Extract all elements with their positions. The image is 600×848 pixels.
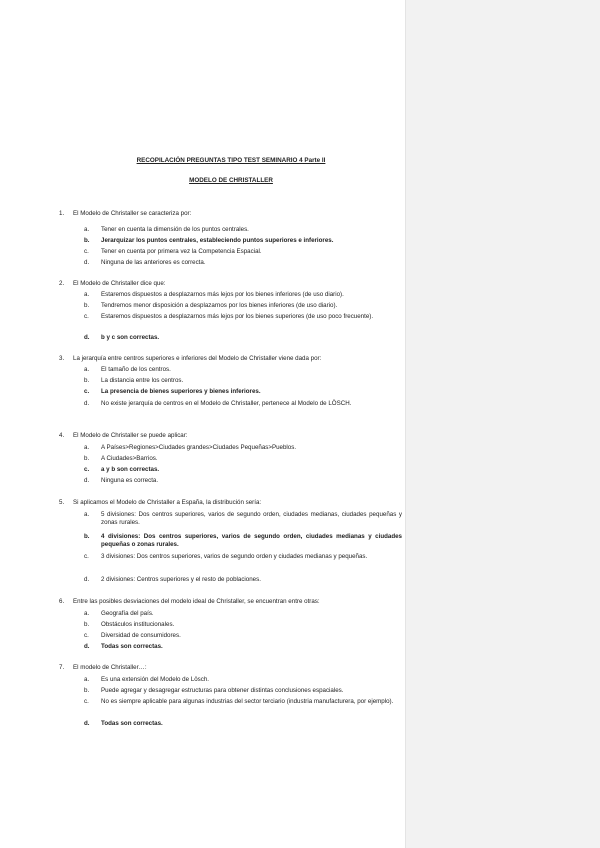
option-letter: b. <box>84 533 90 540</box>
option-letter: d. <box>84 720 90 727</box>
question-text: Entre las posibles desviaciones del modelo ideal de Christaller, se encuentran entre otras: <box>73 598 320 605</box>
option-text: La presencia de bienes superiores y bienes inferiores. <box>101 388 261 395</box>
option-text: b y c son correctas. <box>101 334 160 341</box>
option-letter: a. <box>84 444 90 451</box>
option-letter: d. <box>84 400 90 407</box>
option-letter: c. <box>84 248 89 255</box>
option-text: Todas son correctas. <box>101 643 163 650</box>
comment-margin-divider <box>405 0 406 848</box>
question-number: 5. <box>59 499 65 506</box>
option-letter: b. <box>84 621 90 628</box>
question-text: Si aplicamos el Modelo de Christaller a España, la distribución sería: <box>73 499 262 506</box>
option-text: Obstáculos institucionales. <box>101 621 175 628</box>
option-letter: c. <box>84 698 89 705</box>
option-text: Es una extensión del Modelo de Lösch. <box>101 676 210 683</box>
option-text: 5 divisiones: Dos centros superiores, varios de segundo orden, ciudades medianas, ciudades pequeñas y zonas rurales. <box>101 511 402 527</box>
option-text: 4 divisiones: Dos centros superiores, varios de segundo orden, ciudades medianas y ciudades pequeñas o zonas rurales. <box>101 533 402 549</box>
document-subtitle: MODELO DE CHRISTALLER <box>189 177 273 184</box>
option-letter: b. <box>84 687 90 694</box>
question-number: 6. <box>59 598 65 605</box>
option-text: 2 divisiones: Centros superiores y el resto de poblaciones. <box>101 576 261 583</box>
question-number: 1. <box>59 210 65 217</box>
question-text: La jerarquía entre centros superiores e inferiores del Modelo de Christaller viene dada por: <box>73 355 322 362</box>
option-text: Tendremos menor disposición a desplazarnos por los bienes inferiores (de uso diario). <box>101 302 338 309</box>
option-text: El tamaño de los centros. <box>101 366 171 373</box>
option-letter: b. <box>84 455 90 462</box>
option-letter: d. <box>84 259 90 266</box>
question-text: El Modelo de Christaller se puede aplicar: <box>73 432 188 439</box>
option-text: Ninguna es correcta. <box>101 477 159 484</box>
option-text: No existe jerarquía de centros en el Modelo de Christaller, pertenece al Modelo de LÖSCH. <box>101 400 352 407</box>
option-text: 3 divisiones: Dos centros superiores, varios de segundo orden y ciudades medianas y pequeñas. <box>101 553 368 560</box>
option-text: Tener en cuenta por primera vez la Competencia Espacial. <box>101 248 262 255</box>
option-text: La distancia entre los centros. <box>101 377 184 384</box>
option-letter: c. <box>84 313 89 320</box>
question-number: 4. <box>59 432 65 439</box>
option-letter: c. <box>84 466 90 473</box>
question-number: 2. <box>59 280 65 287</box>
option-text: Ninguna de las anteriores es correcta. <box>101 259 206 266</box>
option-text: No es siempre aplicable para algunas industrias del sector terciario (industria manufacturera, por ejemplo). <box>101 698 394 705</box>
option-text: Geografía del país. <box>101 610 154 617</box>
comment-margin-panel <box>405 0 600 848</box>
question-number: 3. <box>59 355 65 362</box>
option-text: Puede agregar y desagregar estructuras para obtener distintas conclusiones espaciales. <box>101 687 344 694</box>
document-title: RECOPILACIÓN PREGUNTAS TIPO TEST SEMINARIO 4 Parte II <box>136 157 326 164</box>
option-text: A Ciudades>Barrios. <box>101 455 158 462</box>
option-letter: b. <box>84 302 90 309</box>
option-letter: b. <box>84 237 90 244</box>
question-text: El modelo de Christaller…: <box>73 664 147 671</box>
option-letter: d. <box>84 576 90 583</box>
question-number: 7. <box>59 664 65 671</box>
option-letter: d. <box>84 643 90 650</box>
option-text: Estaremos dispuestos a desplazarnos más lejos por los bienes inferiores (de uso diario). <box>101 291 344 298</box>
option-letter: a. <box>84 676 90 683</box>
option-letter: d. <box>84 334 90 341</box>
option-letter: a. <box>84 226 90 233</box>
option-letter: b. <box>84 377 90 384</box>
option-text: Todas son correctas. <box>101 720 163 727</box>
option-text: Estaremos dispuestos a desplazarnos más lejos por los bienes superiores (de uso poco frecuente). <box>101 313 374 320</box>
option-letter: d. <box>84 477 90 484</box>
option-text: A Países>Regiones>Ciudades grandes>Ciudades Pequeñas>Pueblos. <box>101 444 297 451</box>
option-letter: c. <box>84 553 89 560</box>
option-letter: a. <box>84 610 90 617</box>
option-letter: c. <box>84 632 89 639</box>
option-text: Jerarquizar los puntos centrales, estableciendo puntos superiores e inferiores. <box>101 237 334 244</box>
option-letter: c. <box>84 388 90 395</box>
option-letter: a. <box>84 511 90 518</box>
option-text: Diversidad de consumidores. <box>101 632 181 639</box>
question-text: El Modelo de Christaller se caracteriza por: <box>73 210 192 217</box>
option-text: a y b son correctas. <box>101 466 160 473</box>
question-text: El Modelo de Christaller dice que: <box>73 280 166 287</box>
option-text: Tener en cuenta la dimensión de los puntos centrales. <box>101 226 249 233</box>
option-letter: a. <box>84 291 90 298</box>
option-letter: a. <box>84 366 90 373</box>
